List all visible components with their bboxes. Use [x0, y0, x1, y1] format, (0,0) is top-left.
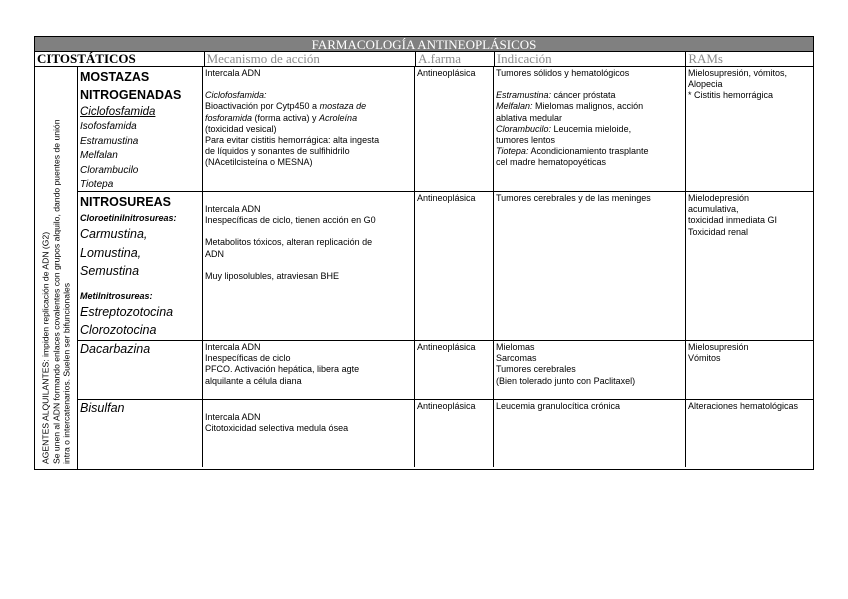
rams-line: Mielosupresión — [688, 342, 749, 352]
mechanism-text: Acroleína — [319, 112, 358, 123]
mechanism-line — [205, 101, 412, 112]
rams-line: toxicidad inmediata GI — [688, 215, 778, 226]
indication-line: Tumores sólidos y hematológicos — [496, 68, 630, 78]
drug-name: Semustina — [80, 264, 140, 278]
indication-cell — [493, 400, 685, 467]
header-row — [34, 52, 814, 67]
rams-line: Mielodepresión — [688, 193, 750, 203]
antineoplastic-table — [34, 36, 814, 470]
group-title: MOSTAZAS — [80, 70, 150, 84]
afarma-cell: Antineoplásica — [414, 341, 493, 399]
indication-text: Mielomas malignos, acción — [532, 101, 644, 112]
mechanism-line: Ciclofosfamida: — [205, 90, 267, 101]
afarma-cell: Antineoplásica — [414, 192, 493, 340]
table-row — [78, 192, 813, 341]
indication-line: Tumores cerebrales — [496, 364, 576, 375]
indication-text: Estramustina: — [496, 90, 552, 101]
mechanism-line: (NAcetilcisteína o MESNA) — [205, 157, 313, 168]
mechanism-text: fosforamida — [205, 112, 253, 123]
drug-name: Lomustina, — [80, 245, 142, 260]
drug-name: Dacarbazina — [80, 342, 151, 356]
table-body — [34, 67, 814, 470]
indication-text: Tiotepa: — [496, 146, 529, 157]
indication-text: Leucemia mieloide, — [551, 123, 632, 134]
mechanism-cell — [202, 341, 414, 399]
indication-line: tumores lentos — [496, 135, 556, 146]
side-label-line: Se unen al ADN formando enlaces covalentes con grupos alquilo, dando puentes de unión — [50, 119, 61, 464]
drug-name: Estramustina — [80, 135, 139, 147]
mechanism-line: ADN — [205, 248, 225, 259]
indication-cell — [493, 192, 685, 340]
rams-line: Toxicidad renal — [688, 226, 749, 237]
rams-cell — [685, 67, 813, 191]
rams-cell — [685, 192, 813, 340]
mechanism-text: Bioactivación por Cytp450 a — [205, 101, 320, 112]
group-title: NITROSUREAS — [80, 195, 171, 209]
drug-cell — [78, 341, 202, 399]
rams-line: Alteraciones hematológicas — [688, 401, 799, 411]
drug-name: Ciclofosfamida — [80, 106, 156, 118]
indication-text: Melfalan: — [496, 101, 533, 112]
mechanism-line: Inespecíficas de ciclo — [205, 353, 291, 364]
mechanism-line: Metabolitos tóxicos, alteran replicación de — [205, 237, 373, 248]
header-indicacion: Indicación — [494, 52, 686, 66]
indication-cell — [493, 341, 685, 399]
rams-line: acumulativa, — [688, 204, 739, 215]
mechanism-line: Inespecíficas de ciclo, tienen acción en G0 — [205, 215, 376, 226]
rams-line: Mielosupresión, vómitos, — [688, 68, 788, 78]
drug-name: Tiotepa — [80, 179, 114, 190]
drug-cell — [78, 192, 202, 340]
indication-line — [496, 146, 683, 157]
mechanism-line: Muy liposolubles, atraviesan BHE — [205, 270, 340, 281]
rams-line: Vómitos — [688, 353, 721, 364]
header-afarma: A.farma — [415, 52, 494, 66]
indication-line: (Bien tolerado junto con Paclitaxel) — [496, 375, 636, 386]
drug-subgroup: Metilnitrosureas: — [80, 290, 153, 301]
mechanism-line: (toxicidad vesical) — [205, 123, 277, 134]
indication-text: Clorambucilo: — [496, 123, 552, 134]
drug-cell — [78, 400, 202, 467]
mechanism-line — [205, 113, 412, 124]
side-label-cell — [35, 67, 78, 469]
mechanism-line: PFCO. Activación hepática, libera agte — [205, 364, 360, 375]
drug-name: Clorozotocina — [80, 323, 157, 337]
afarma-cell: Antineoplásica — [414, 67, 493, 191]
table-row — [78, 400, 813, 467]
side-label-line: intra o intercatenarios. Suelen ser bifuncionales — [61, 282, 72, 464]
side-label-line: AGENTES ALQUILANTES: impiden replicación de ADN (G2) — [40, 231, 51, 464]
indication-line: Leucemia granulocítica crónica — [496, 401, 621, 411]
header-rams: RAMs — [685, 52, 813, 66]
drug-name: Isofosfamida — [80, 121, 137, 132]
drug-name: Bisulfan — [80, 401, 125, 415]
indication-line: Tumores cerebrales y de las meninges — [496, 193, 651, 203]
drug-name: Carmustina, — [80, 227, 148, 241]
indication-line: Mielomas — [496, 342, 535, 352]
indication-text: Acondicionamiento trasplante — [528, 146, 649, 157]
mechanism-line: Intercala ADN — [205, 342, 261, 352]
rams-cell — [685, 341, 813, 399]
mechanism-cell — [202, 67, 414, 191]
table-title: FARMACOLOGÍA ANTINEOPLÁSICOS — [34, 36, 814, 52]
mechanism-line: Citotoxicidad selectiva medula ósea — [205, 423, 349, 434]
drug-cell — [78, 67, 202, 191]
drug-name: Clorambucilo — [80, 164, 139, 176]
rams-line: * Cistitis hemorrágica — [688, 90, 774, 101]
mechanism-line: de líquidos y sonantes de sulfihidrilo — [205, 146, 350, 157]
indication-line: Sarcomas — [496, 353, 537, 364]
mechanism-line: Intercala ADN — [205, 204, 261, 214]
table-row — [78, 67, 813, 192]
table-rows — [78, 67, 813, 469]
indication-text: cáncer próstata — [551, 90, 616, 101]
mechanism-line: Intercala ADN — [205, 68, 261, 78]
afarma-cell: Antineoplásica — [414, 400, 493, 467]
mechanism-line: Para evitar cistitis hemorrágica: alta ingesta — [205, 135, 380, 146]
mechanism-cell — [202, 192, 414, 340]
mechanism-line: alquilante a célula diana — [205, 375, 302, 386]
header-citostaticos: CITOSTÁTICOS — [37, 52, 136, 66]
indication-line — [496, 90, 683, 101]
table-row — [78, 341, 813, 400]
mechanism-cell — [202, 400, 414, 467]
side-label — [40, 72, 72, 464]
mechanism-text: (forma activa) y — [252, 112, 320, 123]
indication-line — [496, 124, 683, 135]
header-mecanismo: Mecanismo de acción — [204, 52, 415, 66]
indication-line: ablativa medular — [496, 112, 563, 123]
drug-subgroup: Cloroetinilnitrosureas: — [80, 213, 177, 223]
indication-cell — [493, 67, 685, 191]
rams-cell — [685, 400, 813, 467]
drug-name: Estreptozotocina — [80, 304, 174, 319]
mechanism-text: mostaza de — [319, 101, 367, 112]
rams-line: Alopecia — [688, 79, 723, 90]
indication-line: cel madre hematopoyéticas — [496, 157, 607, 168]
mechanism-line: Intercala ADN — [205, 412, 261, 422]
group-title: NITROGENADAS — [80, 88, 182, 102]
drug-name: Melfalan — [80, 150, 118, 161]
indication-line — [496, 101, 683, 112]
